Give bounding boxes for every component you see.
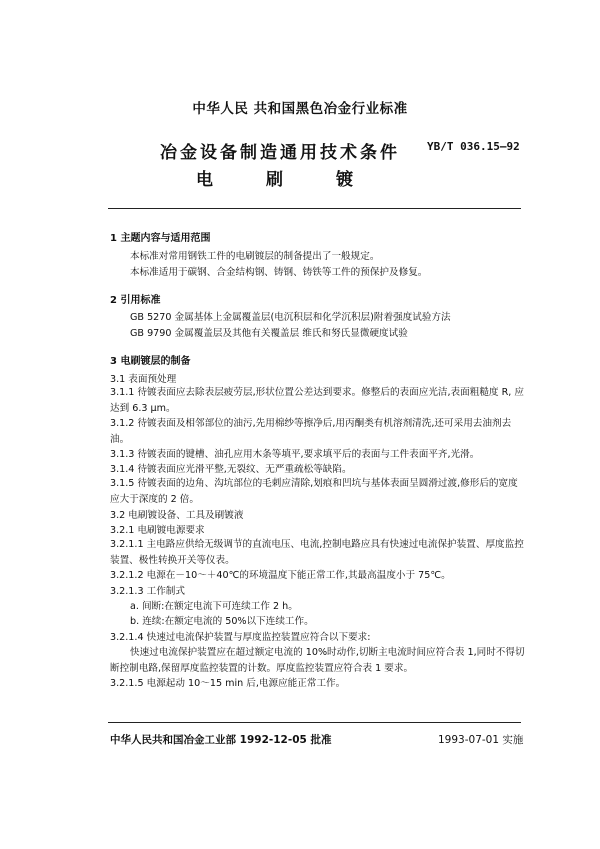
issuing-org-heading: 中华人民 共和国黑色冶金行业标准 bbox=[192, 101, 408, 117]
section-3-heading: 3 电刷镀层的制备 bbox=[110, 356, 191, 367]
clause-3-1: 3.1 表面预处理 bbox=[110, 374, 177, 385]
approval-line: 中华人民共和国冶金工业部 1992-12-05 批准 bbox=[110, 734, 332, 746]
section-1-para-2: 本标准适用于碳钢、合金结构钢、铸钢、铸铁等工件的预保护及修复。 bbox=[130, 267, 428, 278]
subtitle-char-1: 电 bbox=[196, 170, 213, 190]
document-subtitle bbox=[196, 165, 406, 190]
subtitle-char-3: 镀 bbox=[336, 170, 353, 190]
header-divider bbox=[108, 208, 521, 209]
reference-2: GB 9790 金属覆盖层及其他有关覆盖层 维氏和努氏显微硬度试验 bbox=[130, 328, 408, 339]
subtitle-char-2: 刷 bbox=[266, 170, 283, 190]
clause-3-2: 3.2 电刷镀设备、工具及刷镀液 bbox=[110, 510, 244, 521]
clause-3-2-1-1: 3.2.1.1 主电路应供给无级调节的直流电压、电流,控制电路应具有快速过电流保护装置、厚度监控装置、极性转换开关等仪表。 bbox=[110, 539, 524, 566]
clause-3-2-1-5: 3.2.1.5 电源起动 10～15 min 后,电源应能正常工作。 bbox=[110, 678, 346, 689]
clause-3-2-1-2: 3.2.1.2 电源在－10～＋40℃的环境温度下能正常工作,其最高温度小于 75℃。 bbox=[110, 570, 451, 581]
work-mode-b: b. 连续:在额定电流的 50%以下连续工作。 bbox=[130, 616, 314, 627]
clause-3-1-5: 3.1.5 待镀表面的边角、沟坑部位的毛刺应清除,划痕和凹坑与基体表面呈圆滑过渡,修形后的宽度应大于深度的 2 倍。 bbox=[110, 478, 518, 505]
clause-3-1-1: 3.1.1 待镀表面应去除表层疲劳层,形状位置公差达到要求。修整后的表面应光洁,表面粗糙度 R, 应达到 6.3 μm。 bbox=[110, 387, 524, 414]
section-1-heading: 1 主题内容与适用范围 bbox=[110, 233, 211, 244]
clause-3-1-3: 3.1.3 待镀表面的键槽、油孔应用木条等填平,要求填平后的表面与工件表面平齐,光滑。 bbox=[110, 449, 480, 460]
implementation-date: 1993-07-01 实施 bbox=[438, 734, 524, 746]
reference-1: GB 5270 金属基体上金属覆盖层(电沉积层和化学沉积层)附着强度试验方法 bbox=[130, 312, 451, 323]
section-1-para-1: 本标准对常用钢铁工件的电刷镀层的制备提出了一般规定。 bbox=[130, 251, 380, 262]
document-title: 冶金设备制造通用技术条件 bbox=[160, 143, 400, 163]
standard-number: YB/T 036.15—92 bbox=[427, 140, 520, 153]
footer-divider bbox=[108, 722, 521, 723]
clause-3-1-4: 3.1.4 待镀表面应光滑平整,无裂纹、无严重疏松等缺陷。 bbox=[110, 464, 352, 475]
clause-3-2-1: 3.2.1 电刷镀电源要求 bbox=[110, 525, 205, 536]
clause-3-1-2: 3.1.2 待镀表面及相邻部位的油污,先用棉纱等擦净后,用丙酮类有机溶剂清洗,还可采用去油剂去油。 bbox=[110, 418, 512, 445]
clause-3-2-1-4: 3.2.1.4 快速过电流保护装置与厚度监控装置应符合以下要求: bbox=[110, 632, 371, 643]
work-mode-a: a. 间断:在额定电流下可连续工作 2 h。 bbox=[130, 601, 298, 612]
clause-3-2-1-4-body: 快速过电流保护装置应在超过额定电流的 10%时动作,切断主电流时间应符合表 1,同时不得切断控制电路,保留厚度监控装置的计数。厚度监控装置应符合表 1 要求。 bbox=[110, 647, 525, 674]
clause-3-2-1-3: 3.2.1.3 工作制式 bbox=[110, 586, 185, 597]
section-2-heading: 2 引用标准 bbox=[110, 295, 161, 306]
